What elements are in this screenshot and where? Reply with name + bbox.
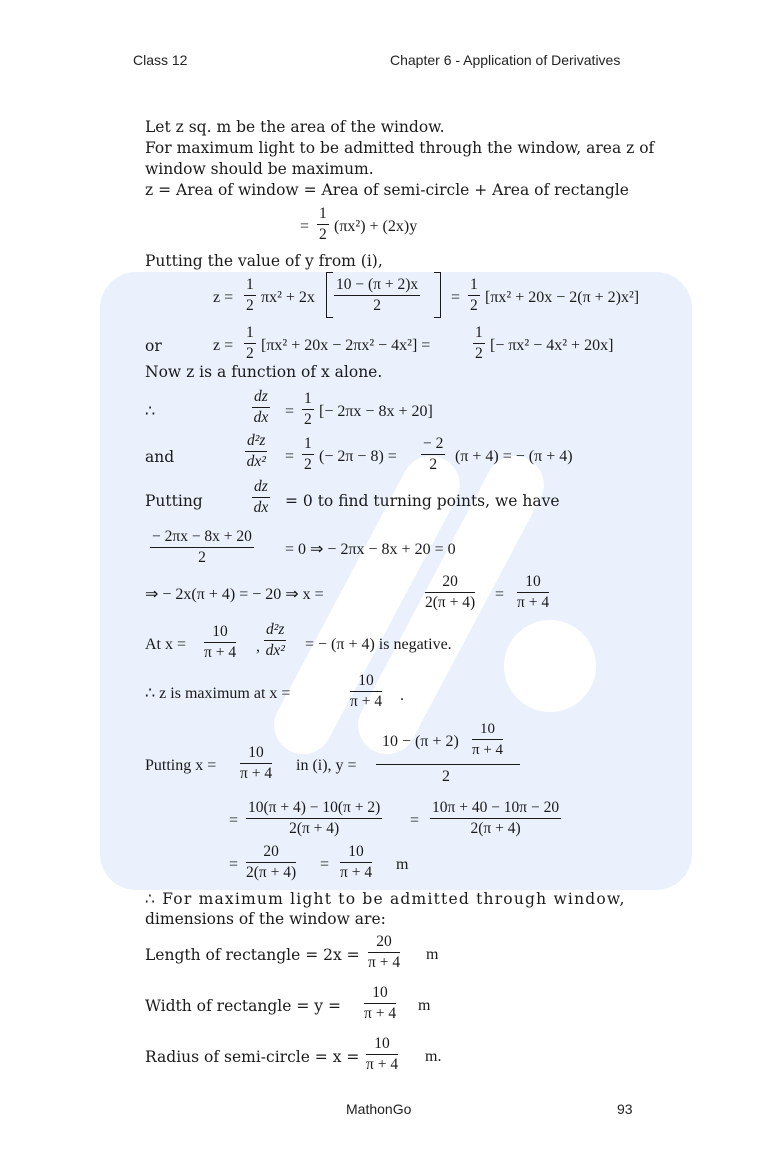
fraction bbox=[340, 843, 372, 882]
numerator: 10 bbox=[480, 721, 496, 737]
fraction bbox=[368, 933, 400, 972]
expression: = 0 ⇒ − 2πx − 8x + 20 = 0 bbox=[285, 541, 456, 558]
equals-sign: = bbox=[229, 812, 239, 829]
unit: m bbox=[418, 997, 431, 1014]
equals-sign: = bbox=[285, 403, 295, 420]
numerator: 20 bbox=[442, 573, 458, 590]
numerator: 10 bbox=[374, 1035, 390, 1052]
expression: [πx² + 20x − 2πx² − 4x²] = bbox=[261, 337, 431, 354]
fraction-half bbox=[317, 205, 329, 244]
expression: = − (π + 4) is negative. bbox=[305, 636, 452, 653]
derivative-fraction bbox=[252, 478, 270, 517]
fraction bbox=[204, 623, 236, 662]
left-bracket bbox=[326, 272, 333, 318]
therefore-symbol: ∴ bbox=[145, 403, 156, 420]
fraction bbox=[240, 744, 272, 783]
expression: πx² + 2x bbox=[261, 289, 315, 306]
numerator: 20 bbox=[376, 933, 392, 950]
equals-sign: = bbox=[320, 856, 330, 873]
numerator: d²z bbox=[266, 621, 285, 638]
numerator: 10 bbox=[525, 573, 541, 590]
denominator: 2 bbox=[442, 768, 450, 785]
denominator: 2(π + 4) bbox=[470, 820, 521, 837]
equals-sign: = bbox=[300, 218, 310, 235]
equals-sign: = bbox=[410, 812, 420, 829]
fraction bbox=[517, 573, 549, 612]
fraction-half bbox=[302, 390, 314, 429]
numerator: 10 − (π + 2) bbox=[382, 733, 459, 750]
numerator: 1 bbox=[319, 205, 327, 222]
denominator: 2 bbox=[246, 297, 254, 314]
denominator: 2(π + 4) bbox=[289, 820, 340, 837]
numerator: 10 bbox=[358, 672, 374, 689]
denominator: π + 4 bbox=[204, 644, 237, 661]
fraction bbox=[150, 528, 254, 567]
numerator: 1 bbox=[304, 390, 312, 407]
numerator: dz bbox=[254, 478, 268, 495]
numerator: d²z bbox=[247, 432, 266, 449]
denominator: π + 4 bbox=[350, 693, 383, 710]
denominator: π + 4 bbox=[366, 1056, 399, 1073]
denominator: π + 4 bbox=[364, 1005, 397, 1022]
fraction bbox=[366, 1035, 398, 1074]
page-number: 93 bbox=[617, 1101, 633, 1117]
derivative-fraction bbox=[252, 388, 270, 427]
fraction bbox=[334, 276, 420, 315]
numerator: 1 bbox=[246, 276, 254, 293]
fraction bbox=[350, 672, 382, 711]
text-line: window should be maximum. bbox=[145, 160, 374, 178]
denominator: 2 bbox=[470, 297, 478, 314]
denominator: 2 bbox=[198, 549, 206, 566]
text-line: ∴ For maximum light to be admitted through window, bbox=[145, 890, 626, 908]
denominator: 2(π + 4) bbox=[246, 864, 297, 881]
expression: At x = bbox=[145, 636, 187, 653]
lhs: z = bbox=[213, 337, 234, 354]
numerator: 1 bbox=[246, 324, 254, 341]
second-derivative-fraction bbox=[264, 621, 286, 660]
denominator: π + 4 bbox=[472, 742, 504, 758]
dimension-label: Radius of semi-circle = x = bbox=[145, 1048, 360, 1066]
expression: (− 2π − 8) = bbox=[319, 448, 397, 465]
comma: , bbox=[256, 638, 260, 655]
text-line: For maximum light to be admitted through the window, area z of bbox=[145, 139, 655, 157]
denominator: 2 bbox=[304, 411, 312, 428]
period: . bbox=[400, 687, 404, 704]
numerator: 10 bbox=[372, 984, 388, 1001]
fraction bbox=[425, 573, 475, 612]
dimension-label: Length of rectangle = 2x = bbox=[145, 946, 360, 964]
denominator: dx² bbox=[246, 453, 266, 470]
text-line: Now z is a function of x alone. bbox=[145, 363, 383, 381]
numerator: 10(π + 4) − 10(π + 2) bbox=[248, 799, 381, 816]
expression: [− πx² − 4x² + 20x] bbox=[490, 337, 614, 354]
unit: m. bbox=[425, 1048, 442, 1065]
denominator: π + 4 bbox=[240, 765, 273, 782]
fraction bbox=[364, 984, 396, 1023]
expression: ∴ z is maximum at x = bbox=[145, 685, 291, 702]
equals-sign: = bbox=[451, 289, 461, 306]
fraction-half bbox=[244, 276, 256, 315]
equals-sign: = bbox=[229, 856, 239, 873]
expression: (πx²) + (2x)y bbox=[334, 218, 418, 235]
text-line: Putting the value of y from (i), bbox=[145, 252, 383, 270]
numerator: − 2πx − 8x + 20 bbox=[152, 528, 252, 545]
fraction-half bbox=[473, 324, 485, 363]
numerator: 10 bbox=[212, 623, 228, 640]
fraction bbox=[421, 435, 445, 474]
unit: m bbox=[396, 856, 409, 873]
fraction-bar bbox=[376, 764, 520, 765]
equals-sign: = bbox=[495, 586, 505, 603]
text-putting: Putting bbox=[145, 492, 203, 510]
denominator: π + 4 bbox=[517, 594, 550, 611]
expression: in (i), y = bbox=[296, 757, 357, 774]
denominator: 2 bbox=[373, 297, 381, 314]
denominator: 2 bbox=[304, 456, 312, 473]
fraction bbox=[430, 799, 561, 838]
denominator: dx bbox=[253, 499, 269, 516]
expression: [− 2πx − 8x + 20] bbox=[319, 403, 433, 420]
denominator: dx² bbox=[265, 642, 285, 659]
numerator: 1 bbox=[304, 435, 312, 452]
denominator: 2 bbox=[319, 226, 327, 243]
text-line: Let z sq. m be the area of the window. bbox=[145, 118, 445, 136]
expression: [πx² + 20x − 2(π + 2)x²] bbox=[485, 289, 640, 306]
numerator: 20 bbox=[263, 843, 279, 860]
denominator: π + 4 bbox=[340, 864, 373, 881]
numerator: dz bbox=[254, 388, 268, 405]
denominator: 2(π + 4) bbox=[425, 594, 476, 611]
header-chapter: Chapter 6 - Application of Derivatives bbox=[390, 52, 621, 68]
expression: (π + 4) = − (π + 4) bbox=[455, 448, 573, 465]
watermark-dot bbox=[504, 620, 596, 712]
denominator: 2 bbox=[246, 345, 254, 362]
fraction-half bbox=[244, 324, 256, 363]
text-line: z = Area of window = Area of semi-circle + Area of rectangle bbox=[145, 181, 629, 199]
fraction bbox=[246, 799, 382, 838]
second-derivative-fraction bbox=[245, 432, 267, 471]
numerator: 1 bbox=[470, 276, 478, 293]
connector-and: and bbox=[145, 448, 175, 466]
denominator: dx bbox=[253, 409, 269, 426]
denominator: 2 bbox=[429, 456, 438, 473]
fraction bbox=[246, 843, 296, 882]
text-line: dimensions of the window are: bbox=[145, 910, 386, 928]
inner-fraction bbox=[472, 720, 503, 759]
fraction-half bbox=[468, 276, 480, 315]
equals-sign: = bbox=[285, 448, 295, 465]
unit: m bbox=[426, 946, 439, 963]
numerator: − 2 bbox=[423, 435, 444, 452]
right-bracket bbox=[434, 272, 441, 318]
numerator: 1 bbox=[475, 324, 483, 341]
header-class: Class 12 bbox=[133, 52, 188, 68]
denominator: π + 4 bbox=[368, 954, 401, 971]
fraction-half bbox=[302, 435, 314, 474]
footer-brand: MathonGo bbox=[346, 1101, 412, 1117]
dimension-label: Width of rectangle = y = bbox=[145, 997, 341, 1015]
expression: ⇒ − 2x(π + 4) = − 20 ⇒ x = bbox=[145, 586, 324, 603]
connector-or: or bbox=[145, 337, 162, 355]
numerator: 10 bbox=[348, 843, 364, 860]
expression: Putting x = bbox=[145, 757, 217, 774]
text-line: = 0 to find turning points, we have bbox=[285, 492, 560, 510]
denominator: 2 bbox=[475, 345, 483, 362]
numerator: 10π + 40 − 10π − 20 bbox=[432, 799, 560, 816]
numerator: 10 − (π + 2)x bbox=[336, 276, 419, 293]
numerator: 10 bbox=[248, 744, 264, 761]
lhs: z = bbox=[213, 289, 234, 306]
